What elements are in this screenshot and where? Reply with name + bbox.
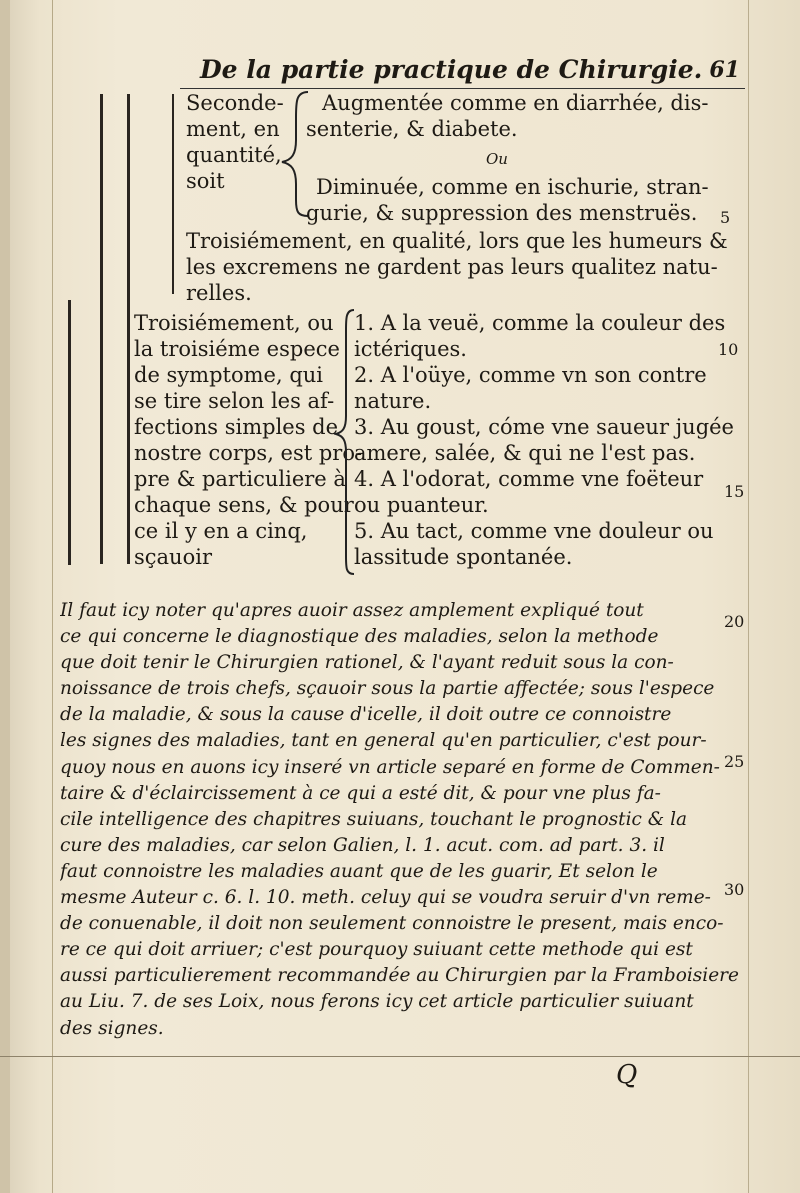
item2-line: Seconde-: [186, 91, 284, 115]
item2-option-or: Ou: [486, 150, 508, 168]
header-rule: [180, 88, 745, 89]
line-number: 15: [724, 482, 745, 501]
item2-line: soit: [186, 169, 225, 193]
line-number: 25: [724, 752, 745, 771]
item2-line: quantité,: [186, 143, 282, 167]
line-number: 5: [720, 208, 731, 227]
senses-intro-line: nostre corps, est pro-: [134, 441, 363, 465]
paragraph-line: noissance de trois chefs, sçauoir sous la partie affectée; sous l'espece: [60, 678, 715, 700]
outline-bar-4: [172, 94, 174, 294]
sense-line: 5. Au tact, comme vne douleur ou: [354, 519, 714, 543]
paragraph-line: des signes.: [60, 1017, 164, 1039]
line-number: 20: [724, 612, 745, 631]
paragraph-line: re ce qui doit arriuer; c'est pourquoy suiuant cette methode qui est: [60, 939, 693, 961]
header-title: De la partie practique de Chirurgie.: [200, 55, 703, 84]
sense-line: ictériques.: [354, 337, 467, 361]
paragraph-line: aussi particulierement recommandée au Chirurgien par la Framboisiere: [60, 965, 739, 987]
paragraph-line: les signes des maladies, tant en general qu'en particulier, c'est pour-: [60, 730, 707, 752]
sense-line: ou puanteur.: [354, 493, 489, 517]
senses-intro-line: Troisiémement, ou: [134, 311, 334, 335]
item3-line: Troisiémement, en qualité, lors que les humeurs &: [186, 229, 728, 253]
outline-bar-3: [68, 300, 71, 565]
gutter-line: [52, 0, 53, 1193]
senses-intro-line: pre & particuliere à: [134, 467, 346, 491]
paragraph-line: ce qui concerne le diagnostique des maladies, selon la methode: [60, 626, 659, 648]
senses-intro-line: la troisiéme espece: [134, 337, 340, 361]
sense-line: 3. Au goust, cóme vne saueur jugée: [354, 415, 734, 439]
senses-intro-line: se tire selon les af-: [134, 389, 335, 413]
item2-option: senterie, & diabete.: [306, 117, 518, 141]
bottom-rule: [0, 1056, 800, 1057]
signature-mark: Q: [616, 1060, 638, 1090]
senses-intro-line: ce il y en a cinq,: [134, 519, 308, 543]
senses-intro-line: chaque sens, & pour: [134, 493, 354, 517]
paragraph-line: que doit tenir le Chirurgien rationel, & l'ayant reduit sous la con-: [60, 652, 674, 674]
paragraph-line: Il faut icy noter qu'apres auoir assez amplement expliqué tout: [60, 600, 644, 621]
page-edge-line: [748, 0, 749, 1193]
outline-bar-1: [127, 94, 130, 564]
paragraph-line: cile intelligence des chapitres suiuans, touchant le prognostic & la: [60, 808, 688, 830]
item3-line: relles.: [186, 281, 252, 305]
sense-line: 1. A la veuë, comme la couleur des: [354, 311, 726, 335]
item3-line: les excremens ne gardent pas leurs qualitez natu-: [186, 255, 718, 279]
commentary-paragraph: [60, 598, 740, 1042]
sense-line: lassitude spontanée.: [354, 545, 573, 569]
senses-intro-line: de symptome, qui: [134, 363, 323, 387]
binding-shadow: [0, 0, 10, 1193]
item2-option: Diminuée, comme en ischurie, stran-: [316, 175, 709, 199]
senses-intro-line: sçauoir: [134, 545, 212, 569]
paragraph-line: de conuenable, il doit non seulement connoistre le present, mais enco-: [60, 913, 724, 935]
paragraph-line: mesme Auteur c. 6. l. 10. meth. celuy qui se voudra seruir d'vn reme-: [60, 887, 711, 909]
senses-intro-line: fections simples de: [134, 415, 339, 439]
sense-line: 2. A l'oüye, comme vn son contre: [354, 363, 707, 387]
paragraph-line: de la maladie, & sous la cause d'icelle, il doit outre ce connoistre: [60, 704, 672, 726]
running-header: [200, 55, 740, 89]
line-number: 30: [724, 880, 745, 899]
line-number: 10: [718, 340, 739, 359]
paragraph-line: quoy nous en auons icy inseré vn article separé en forme de Commen-: [60, 756, 720, 778]
paragraph-line: cure des maladies, car selon Galien, l. 1. acut. com. ad part. 3. il: [60, 834, 665, 856]
item2-option: gurie, & suppression des menstruës.: [306, 201, 698, 225]
paragraph-line: faut connoistre les maladies auant que de les guarir, Et selon le: [60, 860, 658, 882]
sense-line: 4. A l'odorat, comme vne foëteur: [354, 467, 704, 491]
paragraph-line: taire & d'éclaircissement à ce qui a esté dit, & pour vne plus fa-: [60, 782, 661, 804]
paragraph-line: au Liu. 7. de ses Loix, nous ferons icy cet article particulier suiuant: [60, 991, 694, 1013]
outline-bar-2: [100, 94, 103, 564]
sense-line: amere, salée, & qui ne l'est pas.: [354, 441, 696, 465]
item2-line: ment, en: [186, 117, 280, 141]
page-number: 61: [709, 57, 740, 83]
sense-line: nature.: [354, 389, 432, 413]
item2-option: Augmentée comme en diarrhée, dis-: [322, 91, 709, 115]
